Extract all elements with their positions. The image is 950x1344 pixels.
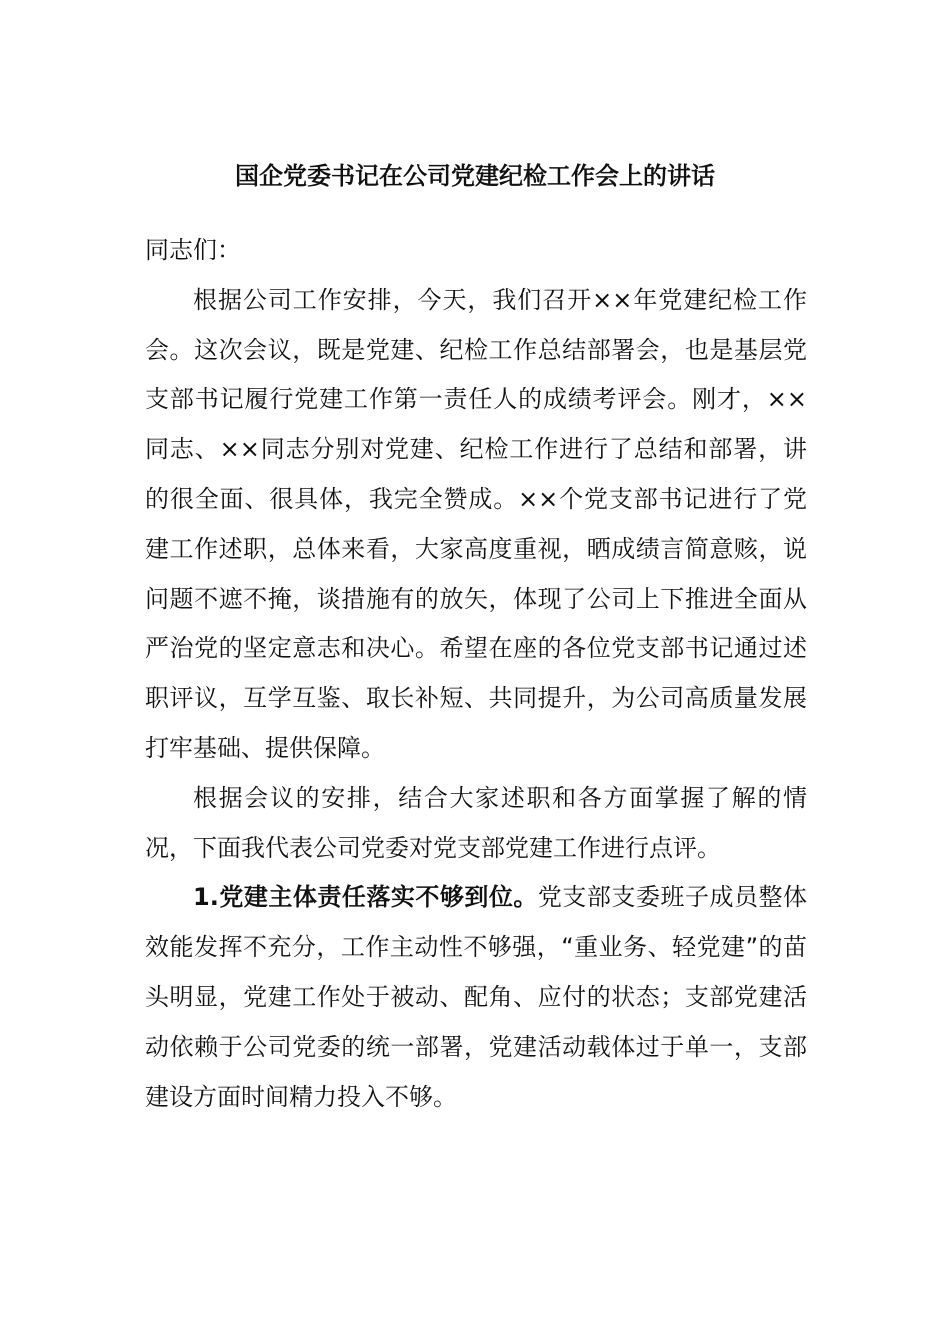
paragraph-3-text: 党支部支委班子成员整体效能发挥不充分，工作主动性不够强，“重业务、轻党建”的苗头明显，党建工作处于被动、配角、应付的状态；支部党建活动依赖于公司党委的统一部署，党建活动载体过于单一，支部建设方面时间精力投入不够。 [145,883,807,1111]
paragraph-1: 根据公司工作安排，今天，我们召开××年党建纪检工作会。这次会议，既是党建、纪检工作总结部署会，也是基层党支部书记履行党建工作第一责任人的成绩考评会。刚才，××同志、××同志分别对党建、纪检工作进行了总结和部署，讲的很全面、很具体，我完全赞成。××个党支部书记进行了党建工作述职，总体来看，大家高度重视，晒成绩言简意赅，说问题不遮不掩，谈措施有的放矢，体现了公司上下推进全面从严治党的坚定意志和决心。希望在座的各位党支部书记通过述职评议，互学互鉴、取长补短、共同提升，为公司高质量发展打牢基础、提供保障。 [145,285,807,762]
paragraph-2: 根据会议的安排，结合大家述职和各方面掌握了解的情况，下面我代表公司党委对党支部党建工作进行点评。 [145,783,807,862]
document-title: 国企党委书记在公司党建纪检工作会上的讲话 [235,162,715,190]
document-body [145,226,807,1122]
paragraph-3-heading: 1.党建主体责任落实不够到位。 [193,883,538,912]
salutation: 同志们： [145,236,241,264]
paragraph-3 [145,873,807,1122]
